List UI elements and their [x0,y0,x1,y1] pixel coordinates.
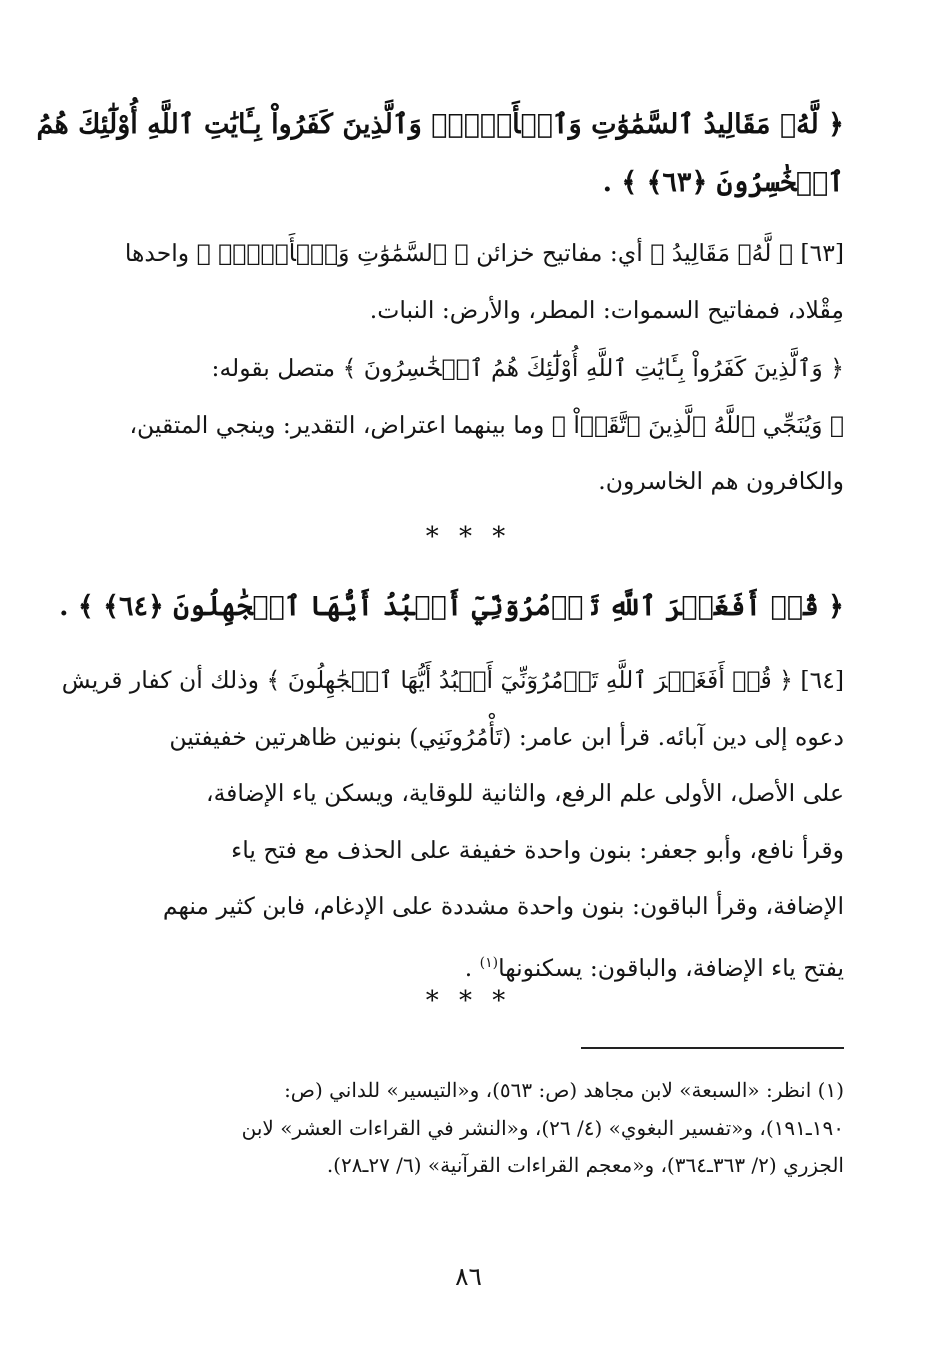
commentary-64-line-1: [٦٤] ﴿ قُلۡ أَفَغَيۡرَ ٱللَّهِ تَأۡمُرُوٓنِّيٓ أَعۡبُدُ أَيُّهَا ٱلۡجَٰهِلُونَ ﴾ وذلك أن كفار قريش [61,666,844,694]
footnote-1 [134,1072,844,1185]
footnote-divider [581,1047,844,1049]
commentary-64-line-6-text: يفتح ياء الإضافة، والباقون: يسكنونها [498,953,844,982]
verse-63-line-2: ٱلۡخَٰسِرُونَ ﴿٦٣﴾ ﴾ . [602,167,844,198]
section-separator-1: * * * [425,522,512,552]
verse-64 [59,578,844,636]
footnote-line-3: الجزري (٢/ ٣٦٣ـ٣٦٤)، و«معجم القراءات القرآنية» (٦/ ٢٧ـ٢٨). [326,1153,844,1177]
commentary-63-line-2: مِقْلاد، فمفاتيح السموات: المطر، والأرض: النبات. [369,295,844,324]
page-number: ٨٦ [455,1262,482,1291]
commentary-63-continuation [129,340,844,510]
commentary-64-line-4: وقرأ نافع، وأبو جعفر: بنون واحدة خفيفة على الحذف مع فتح ياء [231,835,844,864]
commentary-64-line-6-end: . [464,953,473,982]
section-separator-2: * * * [425,986,512,1016]
commentary-63-line-1: [٦٣] ﴿ لَّهُۥ مَقَالِيدُ ﴾ أي: مفاتيح خزائن ﴿ ٱلسَّمَٰوَٰتِ وَٱلۡأَرۡضِۗ ﴾ واحدها [124,239,844,267]
commentary-63b-line-2: ﴿ وَيُنَجِّي ٱللَّهُ ٱلَّذِينَ ٱتَّقَوۡاْ ﴾ وما بينهما اعتراض، التقدير: وينجي المتقين، [129,410,844,439]
footnote-reference[interactable]: (١) [479,954,499,971]
commentary-63b-line-3: والكافرون هم الخاسرون. [598,467,844,495]
verse-64-line: ﴿ قُلۡ أَفَغَيۡرَ ٱللَّهِ تَأۡمُرُوٓنِّيٓ أَعۡبُدُ أَيُّهَا ٱلۡجَٰهِلُونَ ﴿٦٤﴾ ﴾ . [59,591,844,622]
verse-63 [36,96,844,212]
footnote-line-2: ١٩٠ـ١٩١)، و«تفسير البغوي» (٤/ ٢٦)، و«النشر في القراءات العشر» لابن [241,1115,844,1140]
commentary-64-line-5: الإضافة، وقرأ الباقون: بنون واحدة مشددة على الإدغام، فابن كثير منهم [162,892,844,920]
commentary-64-line-3: على الأصل، الأولى علم الرفع، والثانية للوقاية، ويسكن ياء الإضافة، [206,779,844,807]
verse-63-line-1: ﴿ لَّهُۥ مَقَالِيدُ ٱلسَّمَٰوَٰتِ وَٱلۡأَرۡضِۗ وَٱلَّذِينَ كَفَرُواْ بِـَٔايَٰتِ ٱللَّهِ أُوْلَٰٓئِكَ هُمُ [36,109,844,140]
commentary-63 [124,225,844,338]
commentary-64-line-2: دعوه إلى دين آبائه. قرأ ابن عامر: (تَأْمُرُونَنِي) بنونين ظاهرتين خفيفتين [169,722,844,751]
commentary-64 [61,652,844,996]
commentary-63b-line-1: ﴿ وَٱلَّذِينَ كَفَرُواْ بِـَٔايَٰتِ ٱللَّهِ أُوْلَٰٓئِكَ هُمُ ٱلۡخَٰسِرُونَ ﴾ متصل بقوله: [211,354,844,382]
footnote-line-1: (١) انظر: «السبعة» لابن مجاهد (ص: ٥٦٣)، و«التيسير» للداني (ص: [284,1078,844,1102]
